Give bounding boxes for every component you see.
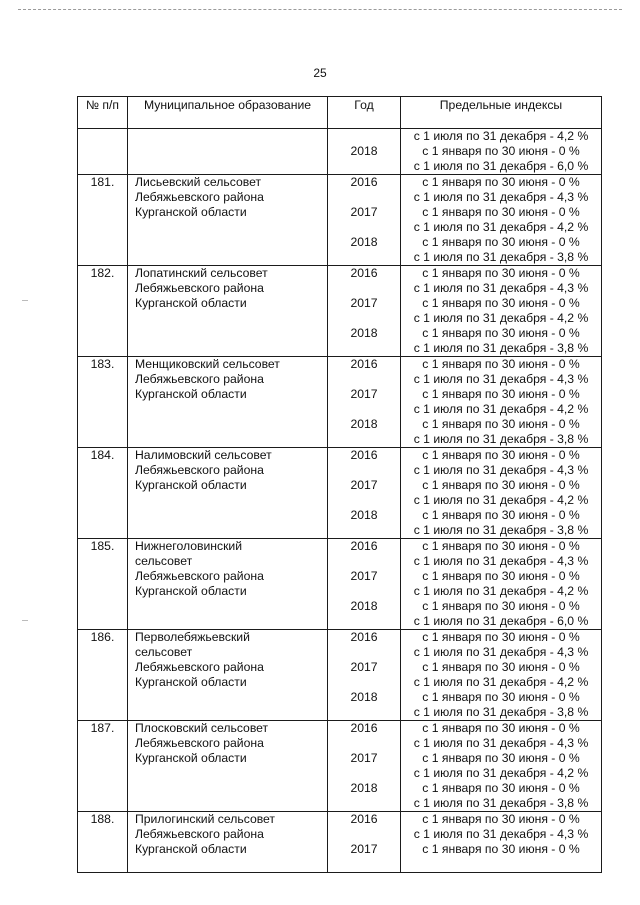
index-line: с 1 июля по 31 декабря - 6,0 %: [413, 159, 589, 173]
municipality-line: Курганской области: [135, 387, 247, 401]
municipality-line: Лебяжьевского района: [135, 660, 264, 674]
municipality-line: Курганской области: [135, 478, 247, 492]
index-line: с 1 января по 30 июня - 0 %: [422, 751, 580, 765]
index-line: с 1 июля по 31 декабря - 4,3 %: [413, 736, 589, 750]
indices-cell: [401, 721, 602, 812]
year-value: 2017: [350, 296, 378, 310]
index-line: с 1 июля по 31 декабря - 4,3 %: [413, 645, 589, 659]
index-line: с 1 июля по 31 декабря - 3,8 %: [413, 523, 589, 537]
table-row: [78, 129, 602, 175]
year-value: 2016: [350, 357, 378, 371]
table-row: [78, 812, 602, 873]
municipality-line: Менщиковский сельсовет: [135, 357, 280, 371]
year-value: 2018: [350, 781, 378, 795]
index-line: с 1 января по 30 июня - 0 %: [422, 569, 580, 583]
year-cell: [328, 129, 401, 175]
scan-top-edge: [18, 9, 622, 10]
row-number: [78, 129, 128, 175]
table-row: [78, 448, 602, 539]
year-value: 2016: [350, 175, 378, 189]
index-line: с 1 января по 30 июня - 0 %: [422, 478, 580, 492]
page-number: 25: [313, 66, 327, 80]
year-cell: [328, 630, 401, 721]
municipality-line: Прилогинский сельсовет: [135, 812, 276, 826]
municipality-line: Лебяжьевского района: [135, 281, 264, 295]
index-line: с 1 января по 30 июня - 0 %: [422, 599, 580, 613]
index-line: с 1 января по 30 июня - 0 %: [422, 781, 580, 795]
row-number: 182.: [78, 266, 128, 357]
index-line: с 1 января по 30 июня - 0 %: [422, 296, 580, 310]
index-line: с 1 июля по 31 декабря - 4,3 %: [413, 281, 589, 295]
year-value: 2016: [350, 630, 378, 644]
municipality-line: сельсовет: [135, 645, 193, 659]
year-value: 2016: [350, 812, 378, 826]
index-line: с 1 июля по 31 декабря - 4,2 %: [413, 311, 589, 325]
year-value: 2017: [350, 842, 378, 856]
indices-cell: [401, 266, 602, 357]
year-value: 2016: [350, 266, 378, 280]
index-line: с 1 января по 30 июня - 0 %: [422, 660, 580, 674]
index-line: с 1 января по 30 июня - 0 %: [422, 539, 580, 553]
index-line: с 1 июля по 31 декабря - 4,2 %: [413, 493, 589, 507]
index-line: с 1 января по 30 июня - 0 %: [422, 417, 580, 431]
table-row: [78, 266, 602, 357]
header-municipality: Муниципальное образование: [128, 97, 328, 129]
index-line: с 1 января по 30 июня - 0 %: [422, 630, 580, 644]
index-line: с 1 июля по 31 декабря - 3,8 %: [413, 250, 589, 264]
year-cell: [328, 448, 401, 539]
municipality-line: Лебяжьевского района: [135, 463, 264, 477]
header-year: Год: [328, 97, 401, 129]
table-row: [78, 539, 602, 630]
municipality-name: [128, 448, 328, 539]
table-row: [78, 721, 602, 812]
municipality-line: Лебяжьевского района: [135, 736, 264, 750]
year-value: 2018: [350, 417, 378, 431]
margin-mark: [22, 300, 28, 301]
municipality-line: Лебяжьевского района: [135, 569, 264, 583]
row-number: 185.: [78, 539, 128, 630]
year-cell: [328, 539, 401, 630]
indices-cell: [401, 448, 602, 539]
indices-cell: [401, 539, 602, 630]
municipality-line: Курганской области: [135, 675, 247, 689]
year-value: 2018: [350, 144, 378, 158]
municipality-line: Перволебяжьевский: [135, 630, 250, 644]
municipality-line: сельсовет: [135, 554, 193, 568]
index-line: с 1 июля по 31 декабря - 3,8 %: [413, 796, 589, 810]
index-line: с 1 июля по 31 декабря - 4,2 %: [413, 402, 589, 416]
row-number: 186.: [78, 630, 128, 721]
index-line: с 1 января по 30 июня - 0 %: [422, 690, 580, 704]
municipality-name: [128, 630, 328, 721]
index-line: с 1 июля по 31 декабря - 4,2 %: [413, 766, 589, 780]
year-value: 2017: [350, 205, 378, 219]
index-line: с 1 июля по 31 декабря - 4,3 %: [413, 190, 589, 204]
year-value: 2018: [350, 235, 378, 249]
municipality-line: Курганской области: [135, 751, 247, 765]
year-value: 2017: [350, 387, 378, 401]
table-header-row: [78, 97, 602, 129]
year-value: 2018: [350, 599, 378, 613]
municipality-name: [128, 812, 328, 873]
index-line: с 1 июля по 31 декабря - 4,3 %: [413, 827, 589, 841]
municipality-line: Курганской области: [135, 205, 247, 219]
table-wrapper: [77, 96, 601, 856]
year-value: 2018: [350, 690, 378, 704]
year-value: 2016: [350, 721, 378, 735]
year-cell: [328, 175, 401, 266]
index-line: с 1 января по 30 июня - 0 %: [422, 144, 580, 158]
index-line: с 1 января по 30 июня - 0 %: [422, 387, 580, 401]
header-indices: Предельные индексы: [401, 97, 602, 129]
row-number: 181.: [78, 175, 128, 266]
table-row: [78, 357, 602, 448]
year-value: 2017: [350, 751, 378, 765]
index-line: с 1 июля по 31 декабря - 3,8 %: [413, 705, 589, 719]
row-number: 187.: [78, 721, 128, 812]
row-number: 183.: [78, 357, 128, 448]
index-line: с 1 июля по 31 декабря - 4,2 %: [413, 675, 589, 689]
municipality-name: [128, 357, 328, 448]
index-line: с 1 июля по 31 декабря - 3,8 %: [413, 341, 589, 355]
index-line: с 1 января по 30 июня - 0 %: [422, 175, 580, 189]
year-value: 2016: [350, 539, 378, 553]
index-line: с 1 июля по 31 декабря - 4,2 %: [413, 220, 589, 234]
index-line: с 1 июля по 31 декабря - 4,3 %: [413, 554, 589, 568]
municipality-line: Нижнеголовинский: [135, 539, 243, 553]
index-line: с 1 июля по 31 декабря - 4,3 %: [413, 372, 589, 386]
municipality-name: [128, 721, 328, 812]
municipality-line: Лебяжьевского района: [135, 372, 264, 386]
index-line: с 1 января по 30 июня - 0 %: [422, 812, 580, 826]
municipality-line: Курганской области: [135, 296, 247, 310]
index-line: с 1 июля по 31 декабря - 3,8 %: [413, 432, 589, 446]
header-no: № п/п: [78, 97, 128, 129]
index-line: с 1 января по 30 июня - 0 %: [422, 448, 580, 462]
index-line: с 1 января по 30 июня - 0 %: [422, 326, 580, 340]
index-line: с 1 июля по 31 декабря - 4,2 %: [413, 129, 589, 143]
municipality-line: Лебяжьевского района: [135, 827, 264, 841]
year-value: 2017: [350, 478, 378, 492]
year-value: 2018: [350, 326, 378, 340]
index-line: с 1 января по 30 июня - 0 %: [422, 721, 580, 735]
index-line: с 1 июля по 31 декабря - 6,0 %: [413, 614, 589, 628]
municipality-name: [128, 266, 328, 357]
year-cell: [328, 812, 401, 873]
year-value: 2017: [350, 660, 378, 674]
index-line: с 1 января по 30 июня - 0 %: [422, 508, 580, 522]
year-cell: [328, 721, 401, 812]
municipality-name: [128, 129, 328, 175]
indices-cell: [401, 812, 602, 873]
indices-table: [77, 96, 602, 873]
index-line: с 1 января по 30 июня - 0 %: [422, 266, 580, 280]
municipality-name: [128, 175, 328, 266]
indices-cell: [401, 630, 602, 721]
indices-cell: [401, 129, 602, 175]
municipality-line: Курганской области: [135, 584, 247, 598]
index-line: с 1 июля по 31 декабря - 4,3 %: [413, 463, 589, 477]
year-cell: [328, 357, 401, 448]
municipality-line: Плосковский сельсовет: [135, 721, 269, 735]
row-number: 188.: [78, 812, 128, 873]
year-value: 2016: [350, 448, 378, 462]
year-value: [328, 129, 400, 144]
index-line: с 1 июля по 31 декабря - 4,2 %: [413, 584, 589, 598]
year-value: 2018: [350, 508, 378, 522]
indices-cell: [401, 357, 602, 448]
index-line: с 1 января по 30 июня - 0 %: [422, 357, 580, 371]
row-number: 184.: [78, 448, 128, 539]
index-line: с 1 января по 30 июня - 0 %: [422, 235, 580, 249]
municipality-line: Лопатинский сельсовет: [135, 266, 268, 280]
table-body: [78, 129, 602, 873]
municipality-line: Лисьевский сельсовет: [135, 175, 262, 189]
index-line: с 1 января по 30 июня - 0 %: [422, 842, 580, 856]
municipality-name: [128, 539, 328, 630]
year-cell: [328, 266, 401, 357]
index-line: с 1 января по 30 июня - 0 %: [422, 205, 580, 219]
margin-mark: [22, 620, 28, 621]
table-row: [78, 175, 602, 266]
municipality-line: Лебяжьевского района: [135, 190, 264, 204]
indices-cell: [401, 175, 602, 266]
municipality-line: Курганской области: [135, 842, 247, 856]
municipality-line: Налимовский сельсовет: [135, 448, 272, 462]
table-row: [78, 630, 602, 721]
year-value: 2017: [350, 569, 378, 583]
